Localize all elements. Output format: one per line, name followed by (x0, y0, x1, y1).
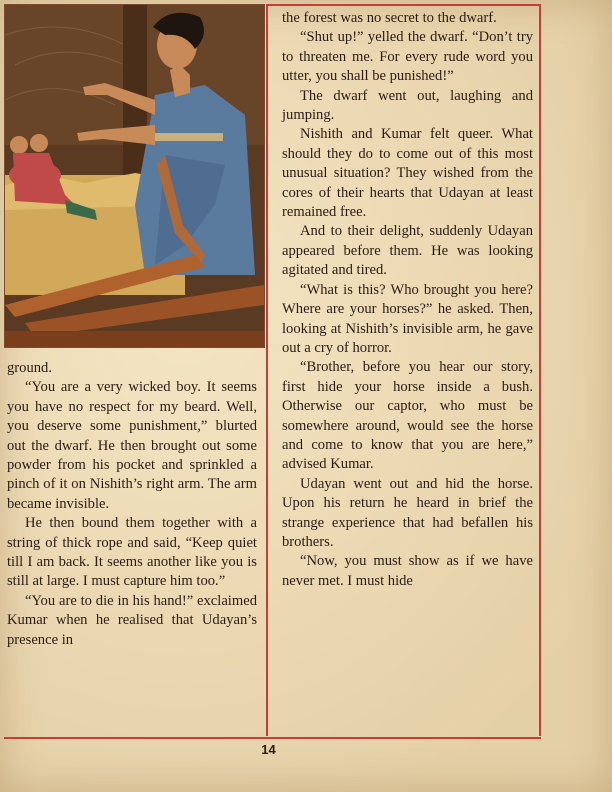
column-divider (266, 4, 268, 736)
paragraph: “You are a very wicked boy. It seems you have no respect for my beard. Well, you deserve some punishment,” blurted out the dwarf. He then brought out some powder from his pocket and sprinkled a pinch of it on Nishith’s right arm. The arm became invisible. (7, 379, 257, 512)
floor-beam (5, 331, 264, 347)
paragraph: “You are to die in his hand!” exclaimed Kumar when he realised that Udayan’s presence in (7, 592, 257, 648)
story-illustration (4, 4, 265, 348)
right-column (282, 9, 533, 591)
captive-head (30, 134, 48, 152)
page-number: 14 (261, 742, 276, 757)
border-bottom (4, 737, 541, 739)
paragraph: “Shut up!” yelled the dwarf. “Don’t try to threaten me. For every rude word you utter, you shall be punished!” (282, 29, 533, 85)
paragraph: The dwarf went out, laughing and jumping. (282, 87, 533, 124)
paragraph: He then bound them together with a string of thick rope and said, “Keep quiet till I am back. It seems another like you is still at large. I must capture him too.” (7, 515, 257, 590)
captive-head (10, 136, 28, 154)
left-column (7, 359, 257, 650)
illustration-art (5, 5, 264, 347)
paragraph: Udayan went out and hid the horse. Upon his return he heard in brief the strange experience that had befallen his brothers. (282, 475, 533, 550)
paragraph: “Brother, before you hear our story, first hide your horse inside a bush. Otherwise our captor, who must be somewhere around, would see the horse and come to know that you are here,” advised Kumar. (282, 359, 533, 473)
paragraph: And to their delight, suddenly Udayan appeared before them. He was looking agitated and tired. (282, 223, 533, 279)
paragraph: “Now, you must show as if we have never met. I must hide (282, 553, 533, 589)
border-top (266, 4, 541, 6)
paragraph: Nishith and Kumar felt queer. What should they do to come out of this most unusual situation? They wished from the cores of their hearts that Udayan at least remained free. (282, 126, 533, 221)
border-right (539, 4, 541, 736)
paragraph: the forest was no secret to the dwarf. (282, 10, 497, 26)
paragraph: ground. (7, 360, 52, 376)
paragraph: “What is this? Who brought you here? Where are your horses?” he asked. Then, looking at Nishith’s invisible arm, he gave out a cry of horror. (282, 281, 533, 356)
dwarf-belt (153, 133, 223, 141)
